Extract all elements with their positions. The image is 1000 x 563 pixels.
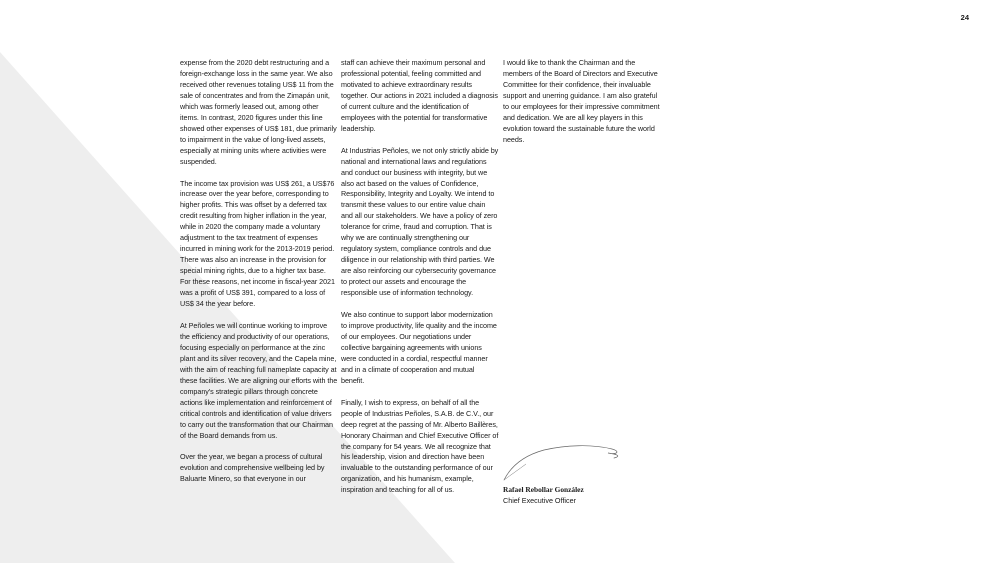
text-column-1	[180, 58, 338, 496]
paragraph: Finally, I wish to express, on behalf of all the people of Industrias Peñoles, S.A.B. de C.V., our deep regret at the passing of Mr. Alberto Baillères, Honorary Chairman and Chief Executive Officer of the company for 54 years. We all recognize that his leadership, vision and direction have been invaluable to the outstanding performance of our organization, and his humanism, example, inspiration and teaching for all of us.	[341, 397, 499, 495]
paragraph: At Peñoles we will continue working to improve the efficiency and productivity of our operations, focusing especially on performance at the zinc plant and its silver recovery, and the Capela mine, with the aim of reaching full nameplate capacity at these facilities. We are aligning our efforts with the company's strategic pillars through concrete actions like implementation and reinforcement of critical controls and identification of value drivers to carry out the transformation that our Chairman of the Board demands from us.	[180, 320, 338, 440]
text-column-2	[341, 58, 499, 507]
signature-block	[500, 440, 660, 506]
paragraph: I would like to thank the Chairman and the members of the Board of Directors and Executive Committee for their confidence, their invaluable support and unerring guidance. I am also grateful to our employees for their impressive commitment and dedication. We are all key players in this evolution toward the sustainable future the world needs.	[503, 58, 660, 144]
paragraph: Over the year, we began a process of cultural evolution and comprehensive wellbeing led by Baluarte Minero, so that everyone in our	[180, 452, 325, 484]
paragraph: expense from the 2020 debt restructuring and a foreign-exchange loss in the same year. We also received other revenues totaling US$ 11 from the sale of concentrates and from the Zimapán unit, which was formerly leased out, among other items. In contrast, 2020 figures under this line showed other expenses of US$ 181, due primarily to impairment in the value of long-lived assets, especially at mining units where activities were suspended.	[180, 58, 337, 166]
paragraph: At Industrias Peñoles, we not only strictly abide by national and international laws and regulations and conduct our business with integrity, but we also act based on the values of Confidence, Responsibility, Integrity and Loyalty. We intend to transmit these values to our entire value chain and all our stakeholders. We have a policy of zero tolerance for crime, fraud and corruption. That is why we are continually strengthening our regulatory system, compliance controls and due diligence in our relationship with third parties. We are also reinforcing our cybersecurity governance to protect our assets and encourage the responsible use of information technology.	[341, 145, 499, 298]
paragraph: The income tax provision was US$ 261, a US$76 increase over the year before, corresponding to higher profits. This was offset by a deferred tax credit resulting from higher inflation in the year, while in 2020 the company made a voluntary adjustment to the tax treatment of expenses incurred in mining work for the 2013-2019 period. There was also an increase in the provision for special mining rights, due to a higher tax base. For these reasons, net income in fiscal-year 2021 was a profit of US$ 391, compared to a loss of US$ 34 the year before.	[180, 178, 335, 309]
page-number: 24	[960, 13, 969, 22]
handwritten-signature	[500, 440, 630, 484]
paragraph: staff can achieve their maximum personal and professional potential, feeling committed and motivated to achieve extraordinary results together. Our actions in 2021 included a diagnosis of current culture and the identification of employees with the potential for transformative leadership.	[341, 58, 498, 133]
text-column-3	[503, 58, 661, 157]
signer-name: Rafael Rebollar González	[503, 485, 584, 494]
signer-title: Chief Executive Officer	[503, 496, 576, 505]
paragraph: We also continue to support labor modernization to improve productivity, life quality and the income of our employees. Our negotiations under collective bargaining agreements with unions were conducted in a cordial, respectful manner and in a climate of cooperation and mutual benefit.	[341, 310, 497, 385]
